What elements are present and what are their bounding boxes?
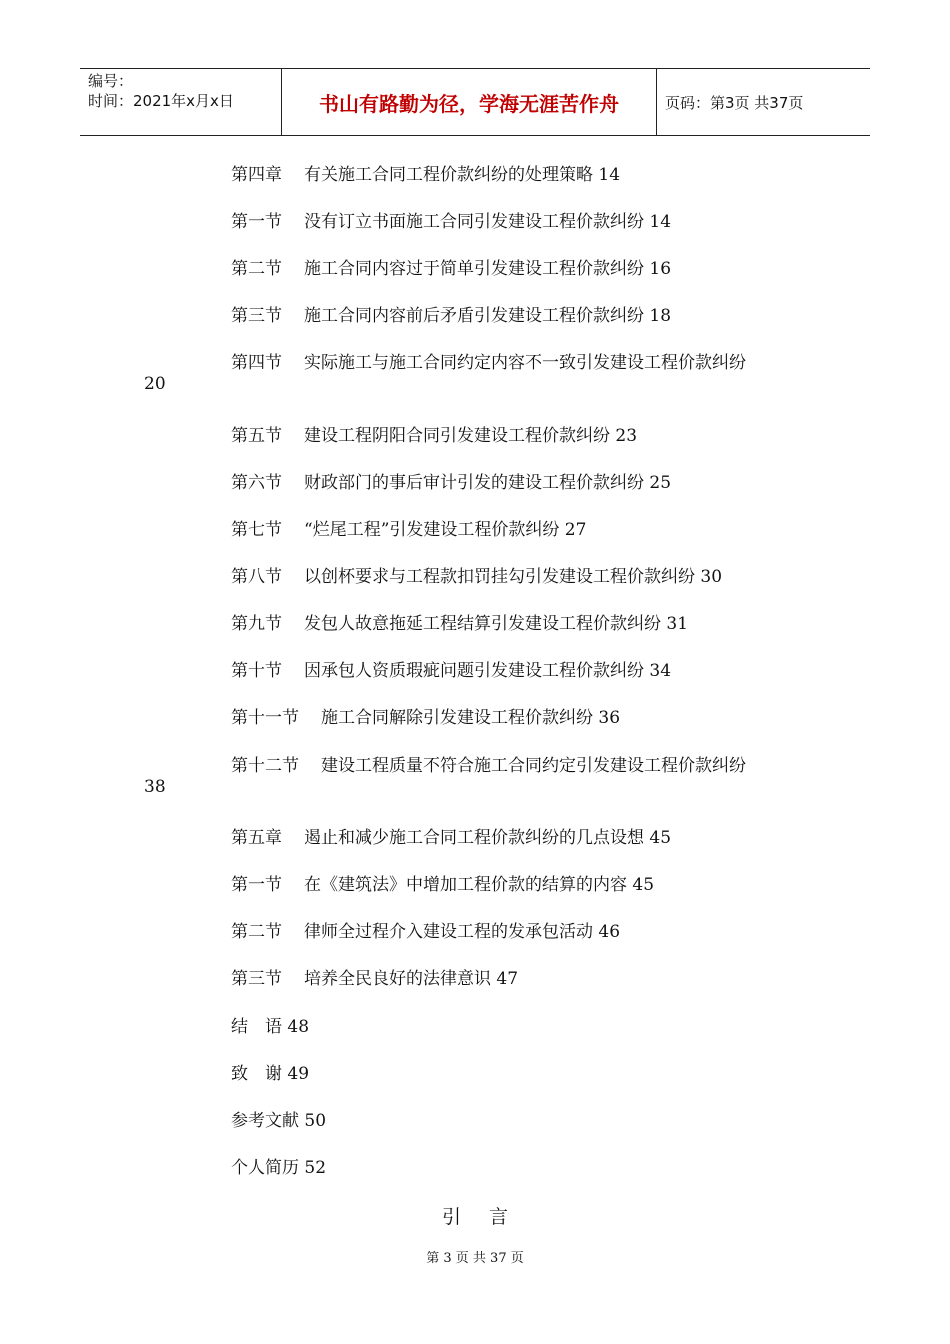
page-header	[80, 68, 870, 136]
toc-entry: 第十一节 施工合同解除引发建设工程价款纠纷 36	[231, 708, 621, 728]
toc-entry: 第一节 在《建筑法》中增加工程价款的结算的内容 45	[231, 875, 655, 895]
toc-entry: 第十节 因承包人资质瑕疵问题引发建设工程价款纠纷 34	[231, 661, 672, 681]
header-info	[88, 71, 283, 111]
page-footer: 第 3 页 共 37 页	[426, 1251, 524, 1266]
toc-entry: 第六节 财政部门的事后审计引发的建设工程价款纠纷 25	[231, 473, 672, 493]
toc-entry: 致 谢 49	[231, 1064, 310, 1084]
toc-page-number: 38	[144, 777, 166, 797]
toc-entry: 第一节 没有订立书面施工合同引发建设工程价款纠纷 14	[231, 212, 672, 232]
toc-page-number: 20	[144, 374, 166, 394]
toc-entry: 第五节 建设工程阴阳合同引发建设工程价款纠纷 23	[231, 426, 638, 446]
toc-entry: 第十二节 建设工程质量不符合施工合同约定引发建设工程价款纠纷	[231, 756, 746, 776]
toc-entry: 第四节 实际施工与施工合同约定内容不一致引发建设工程价款纠纷	[231, 353, 746, 373]
toc-entry: 第二节 施工合同内容过于简单引发建设工程价款纠纷 16	[231, 259, 672, 279]
time-label: 时间：2021年x月x日	[88, 92, 234, 110]
toc-entry: 第九节 发包人故意拖延工程结算引发建设工程价款纠纷 31	[231, 614, 689, 634]
toc-entry: 第七节 “烂尾工程”引发建设工程价款纠纷 27	[231, 520, 587, 540]
header-motto: 书山有路勤为径，学海无涯苦作舟	[319, 91, 619, 116]
toc-entry: 第二节 律师全过程介入建设工程的发承包活动 46	[231, 922, 621, 942]
toc-entry: 结 语 48	[231, 1017, 310, 1037]
toc-entry: 第三节 培养全民良好的法律意识 47	[231, 969, 519, 989]
toc-entry: 第八节 以创杯要求与工程款扣罚挂勾引发建设工程价款纠纷 30	[231, 567, 723, 587]
toc-entry: 第五章 遏止和减少施工合同工程价款纠纷的几点设想 45	[231, 828, 672, 848]
toc-entry: 第四章 有关施工合同工程价款纠纷的处理策略 14	[231, 165, 621, 185]
number-label: 编号：	[88, 72, 134, 90]
header-divider	[656, 69, 657, 135]
toc-entry: 第三节 施工合同内容前后矛盾引发建设工程价款纠纷 18	[231, 306, 672, 326]
toc-entry: 参考文献 50	[231, 1111, 327, 1131]
toc-entry: 个人简历 52	[231, 1158, 327, 1178]
intro-heading: 引言	[441, 1206, 536, 1228]
header-page-label: 页码：第3页 共37页	[665, 93, 804, 112]
